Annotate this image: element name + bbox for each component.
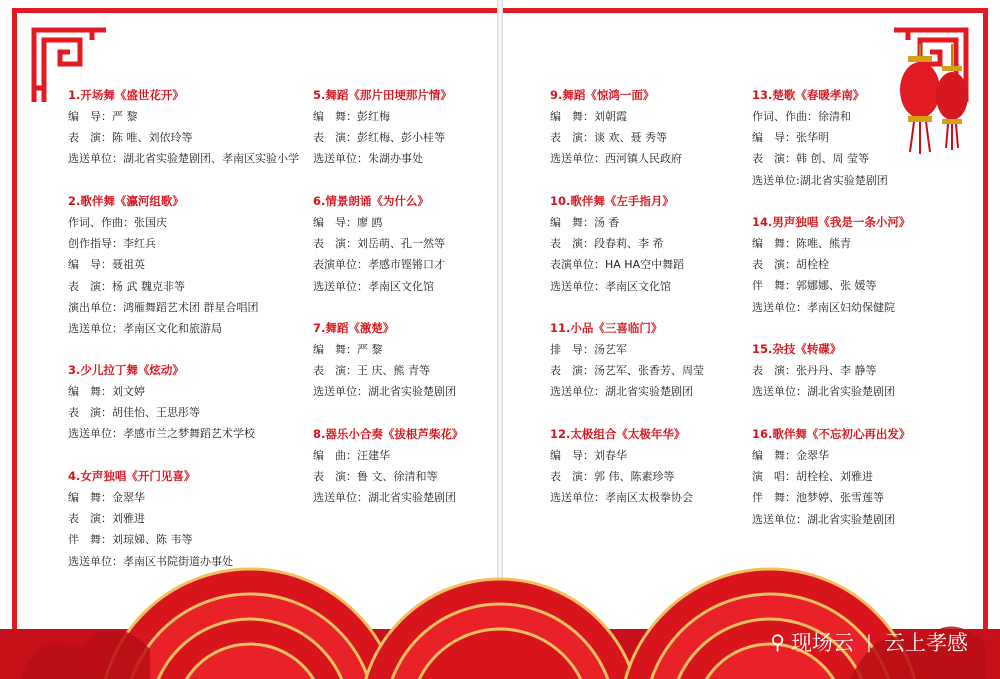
program-line: 演 唱：胡栓栓、刘雅进 — [752, 470, 873, 484]
program-line: 选送单位：湖北省实验楚剧团 — [752, 512, 895, 526]
program-line: 编 舞：金翠华 — [752, 449, 829, 462]
program-block — [68, 191, 303, 339]
program-line: 表演单位：孝感市铿锵口才 — [313, 258, 445, 272]
program-line: 选送单位：西河镇人民政府 — [550, 152, 682, 166]
program-block — [550, 191, 785, 297]
program-line: 伴 舞：刘琼娣、陈 韦等 — [68, 533, 193, 547]
program-block — [550, 424, 785, 509]
program-title: 6.情景朗诵《为什么》 — [313, 194, 429, 208]
program-title: 10.歌伴舞《左手指月》 — [550, 194, 674, 208]
program-line: 编 舞：刘文婷 — [68, 385, 145, 398]
program-line: 选送单位：孝感市兰之梦舞蹈艺术学校 — [68, 427, 255, 441]
program-line: 编 导：严 黎 — [68, 110, 138, 123]
program-line: 表 演：胡佳怡、王思彤等 — [68, 406, 200, 420]
program-line: 表 演：张丹丹、李 静等 — [752, 364, 877, 377]
program-block — [752, 424, 987, 530]
watermark — [770, 627, 968, 657]
program-line: 伴 舞：池梦婷、张雪莲等 — [752, 491, 884, 505]
program-title: 16.歌伴舞《不忘初心再出发》 — [752, 427, 911, 441]
program-line: 表 演：刘雅进 — [68, 512, 145, 526]
program-line: 编 导：聂祖英 — [68, 258, 145, 272]
program-line: 表 演：胡栓栓 — [752, 258, 829, 272]
program-title: 12.太极组合《太极年华》 — [550, 427, 686, 441]
program-line: 编 舞：严 黎 — [313, 343, 383, 356]
program-line: 作词、作曲：徐清和 — [752, 110, 851, 123]
program-title: 15.杂技《转碟》 — [752, 342, 842, 356]
program-line: 选送单位：孝南区太极拳协会 — [550, 491, 693, 505]
program-line: 伴 舞：郭娜娜、张 媛等 — [752, 279, 877, 293]
program-title: 3.少儿拉丁舞《炫动》 — [68, 363, 184, 377]
program-line: 选送单位：湖北省实验楚剧团 — [550, 385, 693, 399]
program-line: 表 演：彭红梅、彭小桂等 — [313, 131, 445, 145]
program-line: 排 导：汤艺军 — [550, 343, 627, 356]
program-line: 选送单位：湖北省实验楚剧团 — [313, 491, 456, 505]
program-line: 编 舞：金翠华 — [68, 491, 145, 504]
program-line: 选送单位：孝南区文化和旅游局 — [68, 321, 222, 335]
program-title: 7.舞蹈《激楚》 — [313, 321, 395, 335]
program-block — [68, 360, 303, 445]
program-block — [752, 212, 987, 318]
program-line: 编 舞：刘朝霞 — [550, 110, 627, 123]
location-pin-icon: ⚲ — [770, 630, 785, 654]
program-line: 表 演：韩 创、周 莹等 — [752, 152, 869, 166]
program-line: 编 舞：汤 香 — [550, 216, 620, 229]
program-line: 表 演：谈 欢、聂 秀等 — [550, 131, 667, 145]
program-title: 11.小品《三喜临门》 — [550, 321, 663, 335]
program-line: 编 舞：彭红梅 — [313, 110, 390, 123]
program-line: 选送单位：湖北省实验楚剧团 — [313, 385, 456, 399]
program-line: 表 演：鲁 文、徐清和等 — [313, 470, 438, 484]
program-line: 选送单位：朱湖办事处 — [313, 152, 423, 166]
program-title: 4.女声独唱《开门见喜》 — [68, 469, 196, 483]
program-block — [550, 85, 785, 170]
program-line: 表 演：王 庆、熊 青等 — [313, 364, 430, 378]
program-title: 14.男声独唱《我是一条小河》 — [752, 215, 911, 229]
program-line: 编 曲：汪建华 — [313, 449, 390, 462]
program-block — [752, 339, 987, 402]
watermark-brand-2: 云上孝感 — [884, 631, 968, 655]
program-title: 1.开场舞《盛世花开》 — [68, 88, 184, 102]
auspicious-cloud-waves — [0, 549, 1000, 679]
program-line: 编 导：张华明 — [752, 131, 829, 145]
program-line: 表 演：陈 唯、刘依玲等 — [68, 131, 193, 145]
program-block — [752, 85, 987, 191]
program-line: 编 导：廖 鸥 — [313, 216, 383, 229]
program-line: 表 演：段春莉、李 希 — [550, 237, 664, 251]
program-line: 选送单位：孝南区文化馆 — [550, 279, 671, 293]
program-line: 表 演：刘岳萌、孔一然等 — [313, 237, 445, 251]
program-line: 编 舞：陈唯、熊青 — [752, 237, 851, 250]
program-line: 选送单位:湖北省实验楚剧团 — [752, 173, 888, 187]
program-line: 选送单位：孝南区书院街道办事处 — [68, 554, 233, 568]
program-block — [68, 85, 303, 170]
watermark-brand-1: 现场云 — [790, 631, 854, 655]
program-line: 表 演：汤艺军、张香芳、周莹 — [550, 364, 704, 378]
program-title: 8.器乐小合奏《拔根芦柴花》 — [313, 427, 464, 441]
program-line: 表 演：郭 伟、陈素珍等 — [550, 470, 675, 484]
program-line: 表 演：杨 武 魏克非等 — [68, 279, 185, 293]
watermark-separator: | — [865, 631, 872, 653]
program-line: 作词、作曲：张国庆 — [68, 216, 167, 229]
program-line: 选送单位：湖北省实验楚剧团、孝南区实验小学 — [68, 152, 299, 166]
program-line: 选送单位：孝南区文化馆 — [313, 279, 434, 293]
program-line: 创作指导：李红兵 — [68, 237, 156, 251]
program-title: 13.楚歌《春暖孝南》 — [752, 88, 865, 102]
program-line: 表演单位：HA HA空中舞蹈 — [550, 258, 685, 272]
program-title: 9.舞蹈《惊鸿一面》 — [550, 88, 655, 102]
program-line: 选送单位：湖北省实验楚剧团 — [752, 385, 895, 399]
program-title: 2.歌伴舞《瀛河组歌》 — [68, 194, 184, 208]
program-line: 演出单位：鸿雁舞蹈艺术团 群星合唱团 — [68, 300, 259, 314]
program-line: 编 导：刘春华 — [550, 449, 627, 462]
program-line: 选送单位：孝南区妇幼保健院 — [752, 300, 895, 314]
program-title: 5.舞蹈《那片田埂那片情》 — [313, 88, 452, 102]
program-block — [550, 318, 785, 403]
